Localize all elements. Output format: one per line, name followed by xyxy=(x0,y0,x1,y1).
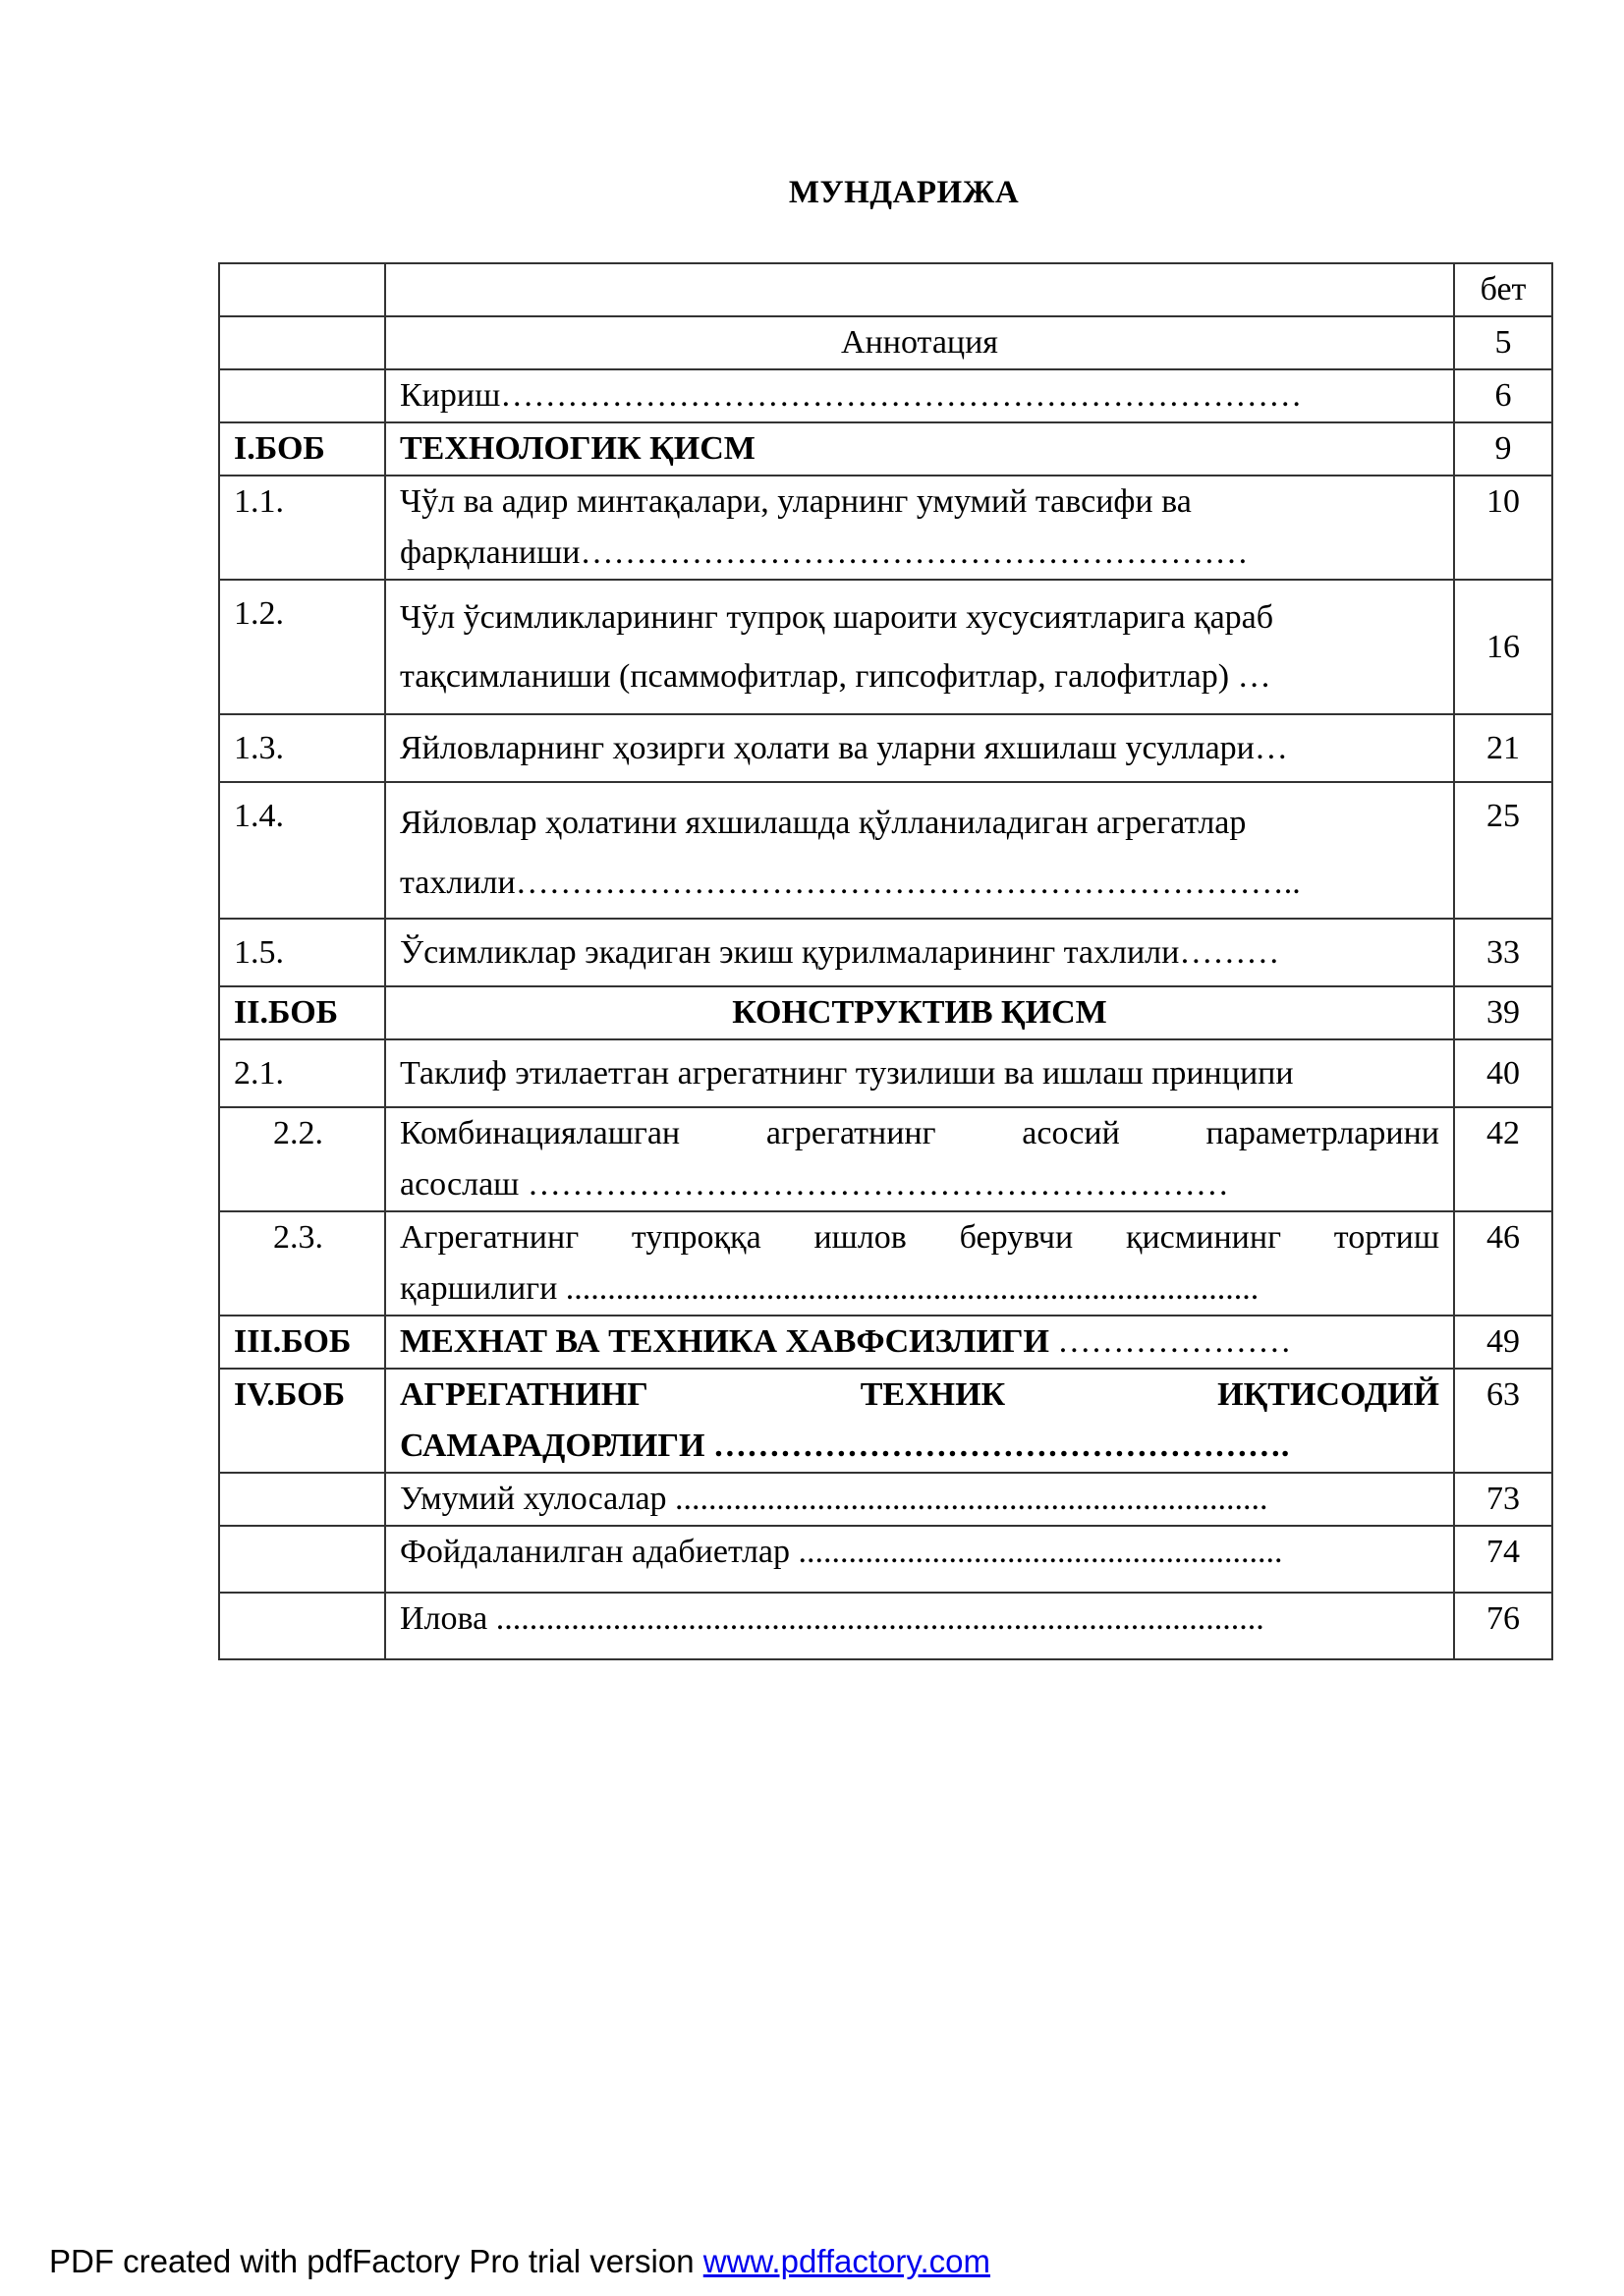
toc-entry: Умумий хулосалар ....................................................................... xyxy=(385,1473,1454,1526)
toc-entry xyxy=(385,580,1454,714)
toc-section-number: 1.2. xyxy=(219,580,385,714)
toc-entry-line: Агрегатнинг тупроққа ишлов берувчи қисмининг тортиш xyxy=(400,1219,1439,1256)
toc-entry xyxy=(385,1107,1454,1211)
toc-page-number: 33 xyxy=(1454,919,1552,986)
toc-row xyxy=(219,1473,1552,1526)
toc-page-number: 6 xyxy=(1454,369,1552,422)
toc-page-number: 16 xyxy=(1454,580,1552,714)
toc-entry xyxy=(385,476,1454,580)
toc-row xyxy=(219,316,1552,369)
toc-row xyxy=(219,714,1552,782)
toc-section-number: 2.1. xyxy=(219,1039,385,1107)
toc-row xyxy=(219,476,1552,580)
toc-chapter-row xyxy=(219,986,1552,1039)
toc-section-number: 2.2. xyxy=(219,1107,385,1211)
toc-entry-line: тахлили…………………………………………………………….. xyxy=(400,865,1301,901)
toc-page-number: 74 xyxy=(1454,1526,1552,1593)
toc-chapter-number: IV.БОБ xyxy=(219,1369,385,1473)
toc-page-number: 5 xyxy=(1454,316,1552,369)
toc-entry-line: тақсимланиши (псаммофитлар, гипсофитлар, галофитлар) … xyxy=(400,658,1271,695)
toc-section-number: 1.5. xyxy=(219,919,385,986)
toc-entry-line: Чўл ва адир минтақалари, уларнинг умумий тавсифи ва xyxy=(400,483,1192,520)
toc-row xyxy=(219,580,1552,714)
toc-page-number: 25 xyxy=(1454,782,1552,919)
toc-page-number: 49 xyxy=(1454,1316,1552,1369)
toc-entry: Фойдаланилган адабиетлар .......................................................... xyxy=(385,1526,1454,1593)
table-of-contents xyxy=(218,262,1553,1660)
toc-num-cell xyxy=(219,263,385,316)
toc-chapter-title: ТЕХНОЛОГИК ҚИСМ xyxy=(385,422,1454,476)
toc-num-cell xyxy=(219,369,385,422)
toc-chapter-title: МЕХНАТ ВА ТЕХНИКА ХАВФСИЗЛИГИ xyxy=(400,1323,1049,1360)
toc-entry: Таклиф этилаетган агрегатнинг тузилиши ва ишлаш принципи xyxy=(385,1039,1454,1107)
toc-row xyxy=(219,1107,1552,1211)
toc-chapter-entry xyxy=(385,1316,1454,1369)
toc-chapter-title: АГРЕГАТНИНГ ТЕХНИК ИҚТИСОДИЙ xyxy=(400,1376,1439,1413)
toc-page-number: 46 xyxy=(1454,1211,1552,1316)
toc-page-number: 63 xyxy=(1454,1369,1552,1473)
footer-text: PDF created with pdfFactory Pro trial version xyxy=(49,2243,703,2279)
toc-entry-line: қаршилиги ................................................................................... xyxy=(400,1270,1260,1307)
pdf-footer xyxy=(49,2243,990,2280)
toc-section-number: 1.3. xyxy=(219,714,385,782)
toc-page-number: 40 xyxy=(1454,1039,1552,1107)
page-column-header: бет xyxy=(1454,263,1552,316)
document-title: МУНДАРИЖА xyxy=(788,175,1020,210)
toc-page-number: 42 xyxy=(1454,1107,1552,1211)
toc-entry: Илова ............................................................................................ xyxy=(385,1593,1454,1659)
toc-entry: Ўсимликлар экадиган экиш қурилмаларининг тахлили……… xyxy=(385,919,1454,986)
toc-row xyxy=(219,1593,1552,1659)
toc-entry xyxy=(385,782,1454,919)
toc-row xyxy=(219,369,1552,422)
toc-chapter-title: КОНСТРУКТИВ ҚИСМ xyxy=(385,986,1454,1039)
toc-chapter-row xyxy=(219,422,1552,476)
toc-page-number: 73 xyxy=(1454,1473,1552,1526)
toc-chapter-number: II.БОБ xyxy=(219,986,385,1039)
footer-link[interactable]: www.pdffactory.com xyxy=(702,2243,990,2279)
toc-chapter-title: САМАРАДОРЛИГИ ……………………………………………. xyxy=(400,1428,1290,1464)
toc-entry-line: асослаш ……………………………………………………… xyxy=(400,1166,1229,1203)
toc-row xyxy=(219,1526,1552,1593)
toc-chapter-row xyxy=(219,1369,1552,1473)
toc-entry-annotation: Аннотация xyxy=(385,316,1454,369)
toc-header-row xyxy=(219,263,1552,316)
toc-entry-line: Комбинациялашган агрегатнинг асосий параметрларини xyxy=(400,1115,1439,1151)
toc-num-cell xyxy=(219,316,385,369)
toc-entry-introduction: Кириш……………………………………………………………… xyxy=(385,369,1454,422)
toc-row xyxy=(219,1039,1552,1107)
toc-entry-line: Яйловлар ҳолатини яхшилашда қўлланиладиган агрегатлар xyxy=(400,805,1247,841)
toc-num-cell xyxy=(219,1526,385,1593)
toc-section-number: 1.4. xyxy=(219,782,385,919)
toc-section-number: 1.1. xyxy=(219,476,385,580)
toc-chapter-entry xyxy=(385,1369,1454,1473)
toc-section-number: 2.3. xyxy=(219,1211,385,1316)
toc-entry-line: фарқланиши…………………………………………………… xyxy=(400,534,1249,571)
toc-row xyxy=(219,1211,1552,1316)
toc-chapter-row xyxy=(219,1316,1552,1369)
toc-text-cell xyxy=(385,263,1454,316)
toc-chapter-number: I.БОБ xyxy=(219,422,385,476)
toc-entry xyxy=(385,1211,1454,1316)
toc-page-number: 9 xyxy=(1454,422,1552,476)
toc-row xyxy=(219,919,1552,986)
toc-page-number: 10 xyxy=(1454,476,1552,580)
toc-entry: Яйловларнинг ҳозирги ҳолати ва уларни яхшилаш усуллари… xyxy=(385,714,1454,782)
toc-page-number: 76 xyxy=(1454,1593,1552,1659)
toc-num-cell xyxy=(219,1473,385,1526)
toc-page-number: 39 xyxy=(1454,986,1552,1039)
toc-num-cell xyxy=(219,1593,385,1659)
toc-page-number: 21 xyxy=(1454,714,1552,782)
toc-chapter-number: III.БОБ xyxy=(219,1316,385,1369)
toc-row xyxy=(219,782,1552,919)
toc-entry-line: Чўл ўсимликларининг тупроқ шароити хусусиятларига қараб xyxy=(400,599,1274,636)
toc-leader-dots: ………………… xyxy=(1048,1323,1292,1360)
